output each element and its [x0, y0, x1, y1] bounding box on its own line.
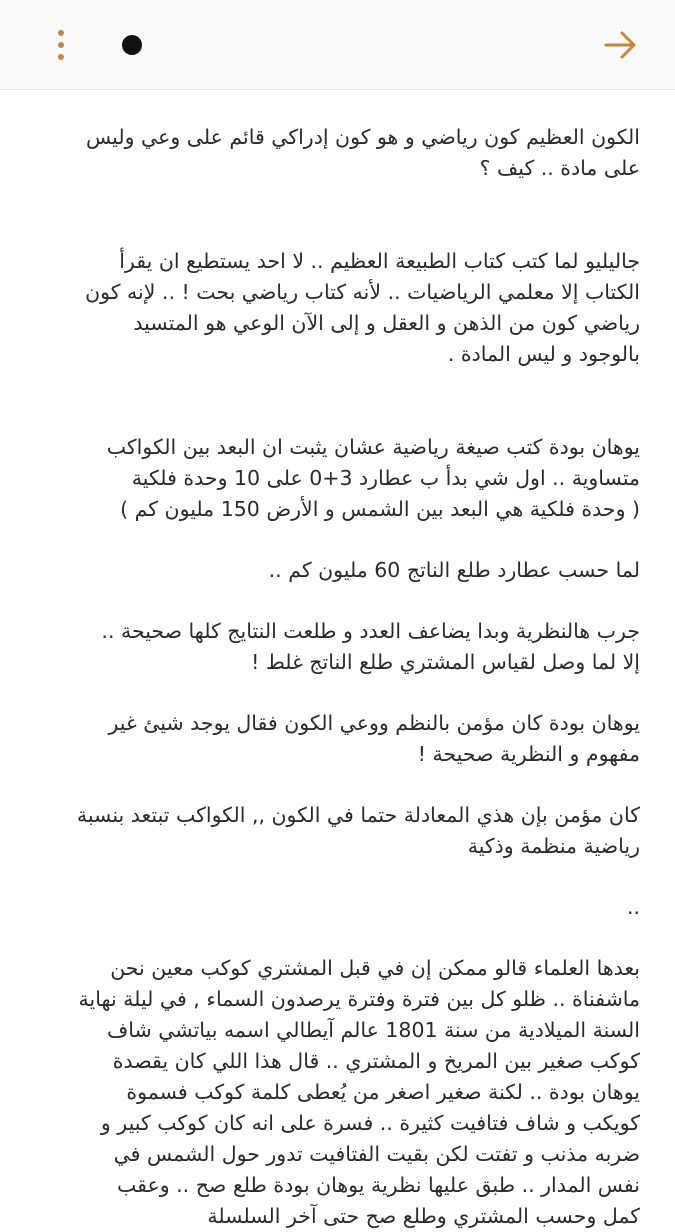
menu-dot	[58, 54, 64, 60]
paragraph: جاليليو لما كتب كتاب الطبيعة العظيم .. لا احد يستطيع ان يقرأ الكتاب إلا معلمي الرياضيات .. لأنه كتاب رياضي بحت ! .. لإنه كون رياضي كون من الذهن و العقل و إلى الآن الوعي هو المتسيد بالوجود و ليس المادة .	[85, 249, 640, 366]
arrow-forward-icon[interactable]	[598, 24, 642, 66]
menu-dot	[58, 42, 64, 48]
paragraph: ..	[626, 895, 640, 919]
paragraph: بعدها العلماء قالو ممكن إن في قبل المشتري كوكب معين نحن ماشفناة .. ظلو كل بين فترة وفترة يرصدون السماء , في ليلة نهاية السنة الميلادية من سنة 1801 عالم آيطالي اسمه بياتشي شاف كوكب صغير بين المريخ و المشتري .. قال هذا اللي كان يقصدة يوهان بودة .. لكنة صغير اصغر من يُعطى كلمة كوكب فسموة كويكب و شاف فتافيت كثيرة .. فسرة على انه كان كوكب كبير و ضربه مذنب و تفتت لكن بقيت الفتافيت تدور حول الشمس في نفس المدار .. طبق عليها نظرية يوهان بودة طلع صح .. وعقب كمل وحسب المشتري وطلع صح حتى آخر السلسلة	[78, 956, 640, 1228]
menu-dot	[58, 30, 64, 36]
paragraph: لما حسب عطارد طلع الناتج 60 مليون كم ..	[268, 558, 640, 582]
record-dot-icon	[122, 35, 142, 55]
more-vert-icon[interactable]	[44, 24, 78, 66]
note-body[interactable]	[40, 122, 640, 1228]
top-toolbar	[0, 0, 675, 90]
paragraph: كان مؤمن بإن هذي المعادلة حتما في الكون ,, الكواكب تبتعد بنسبة رياضية منظمة وذكية	[76, 803, 640, 858]
paragraph: جرب هالنظرية وبدا يضاعف العدد و طلعت النتايج كلها صحيحة .. إلا لما وصل لقياس المشتري طلع الناتج غلط !	[101, 619, 640, 674]
paragraph: يوهان بودة كان مؤمن بالنظم ووعي الكون فقال يوجد شيئ غير مفهوم و النظرية صحيحة !	[108, 711, 640, 766]
paragraph: يوهان بودة كتب صيغة رياضية عشان يثبت ان البعد بين الكواكب متساوية .. اول شي بدأ ب عطارد 3+0 على 10 وحدة فلكية ( وحدة فلكية هي البعد بين الشمس و الأرض 150 مليون كم )	[106, 435, 640, 521]
paragraph: الكون العظيم كون رياضي و هو كون إدراكي قائم على وعي وليس على مادة .. كيف ؟	[86, 125, 640, 180]
